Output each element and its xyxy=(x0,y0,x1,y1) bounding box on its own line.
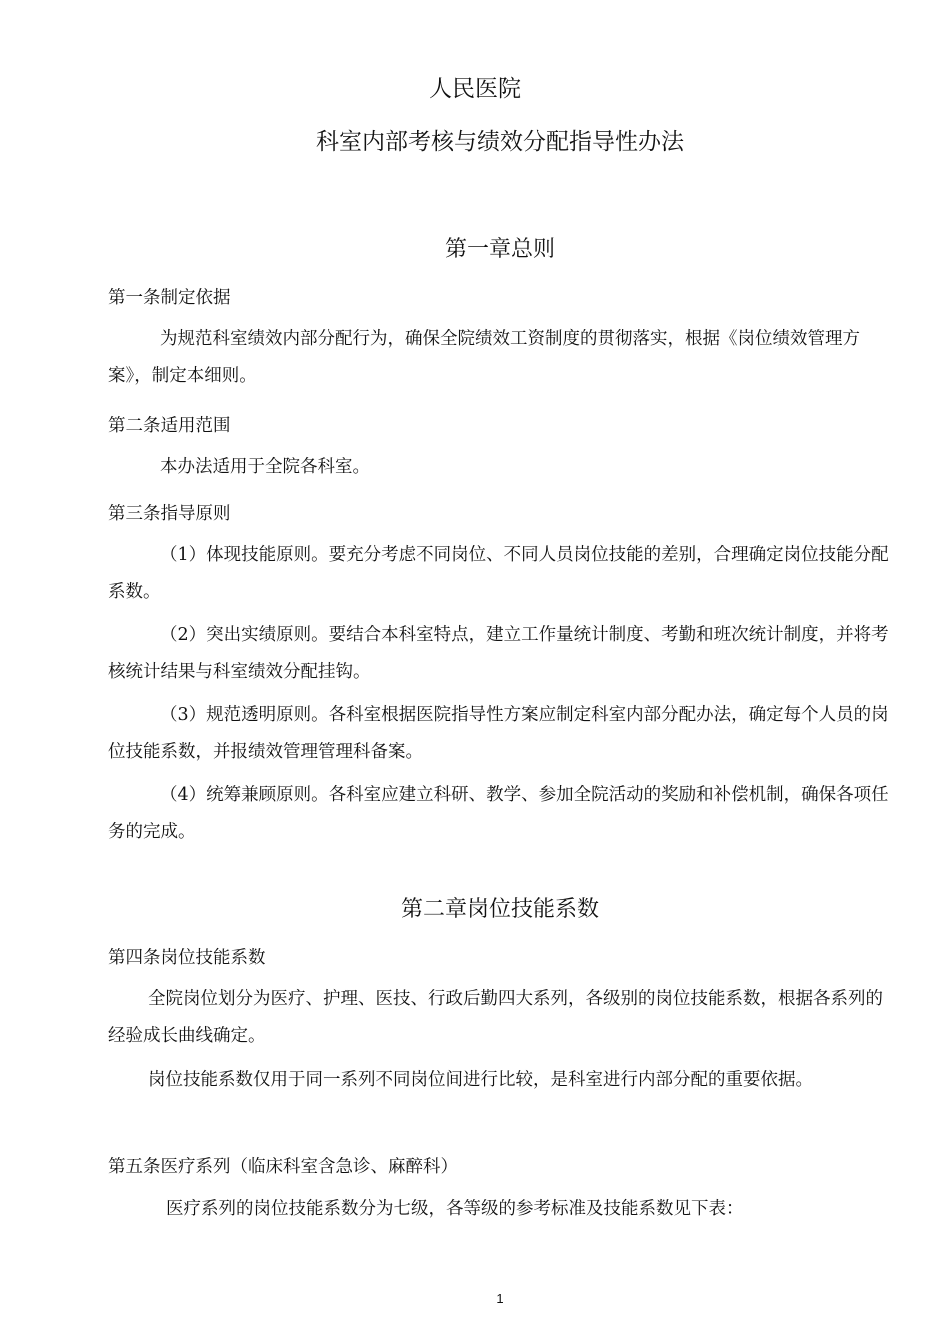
article3-title: 第三条指导原则 xyxy=(108,504,231,524)
principle-3: （3）规范透明原则。各科室根据医院指导性方案应制定科室内部分配办法，确定每个人员的岗位技能系数，并报绩效管理管理科备案。 xyxy=(108,705,889,762)
article4-paragraph-2: 岗位技能系数仅用于同一系列不同岗位间进行比较，是科室进行内部分配的重要依据。 xyxy=(148,1070,813,1090)
principle-1: （1）体现技能原则。要充分考虑不同岗位、不同人员岗位技能的差别，合理确定岗位技能分配系数。 xyxy=(108,545,889,602)
article5-text: 医疗系列的岗位技能系数分为七级，各等级的参考标准及技能系数见下表： xyxy=(166,1199,744,1219)
page-number: 1 xyxy=(496,1291,504,1306)
article2-title: 第二条适用范围 xyxy=(108,416,231,436)
chapter2-heading: 第二章岗位技能系数 xyxy=(400,897,599,922)
article1-title: 第一条制定依据 xyxy=(108,288,231,308)
hospital-name: 人民医院 xyxy=(429,76,521,102)
principle-2: （2）突出实绩原则。要结合本科室特点，建立工作量统计制度、考勤和班次统计制度，并将考核统计结果与科室绩效分配挂钩。 xyxy=(108,625,889,682)
principle-4: （4）统筹兼顾原则。各科室应建立科研、教学、参加全院活动的奖励和补偿机制，确保各项任务的完成。 xyxy=(108,785,889,842)
article4-title: 第四条岗位技能系数 xyxy=(108,948,266,968)
document-title: 科室内部考核与绩效分配指导性办法 xyxy=(316,129,684,155)
article1-text: 为规范科室绩效内部分配行为，确保全院绩效工资制度的贯彻落实，根据《岗位绩效管理方案》，制定本细则。 xyxy=(108,329,860,386)
chapter1-heading: 第一章总则 xyxy=(444,237,555,262)
article4-paragraph-1: 全院岗位划分为医疗、护理、医技、行政后勤四大系列，各级别的岗位技能系数，根据各系列的经验成长曲线确定。 xyxy=(108,989,883,1046)
article2-text: 本办法适用于全院各科室。 xyxy=(160,457,370,477)
article5-title: 第五条医疗系列（临床科室含急诊、麻醉科） xyxy=(108,1157,458,1177)
